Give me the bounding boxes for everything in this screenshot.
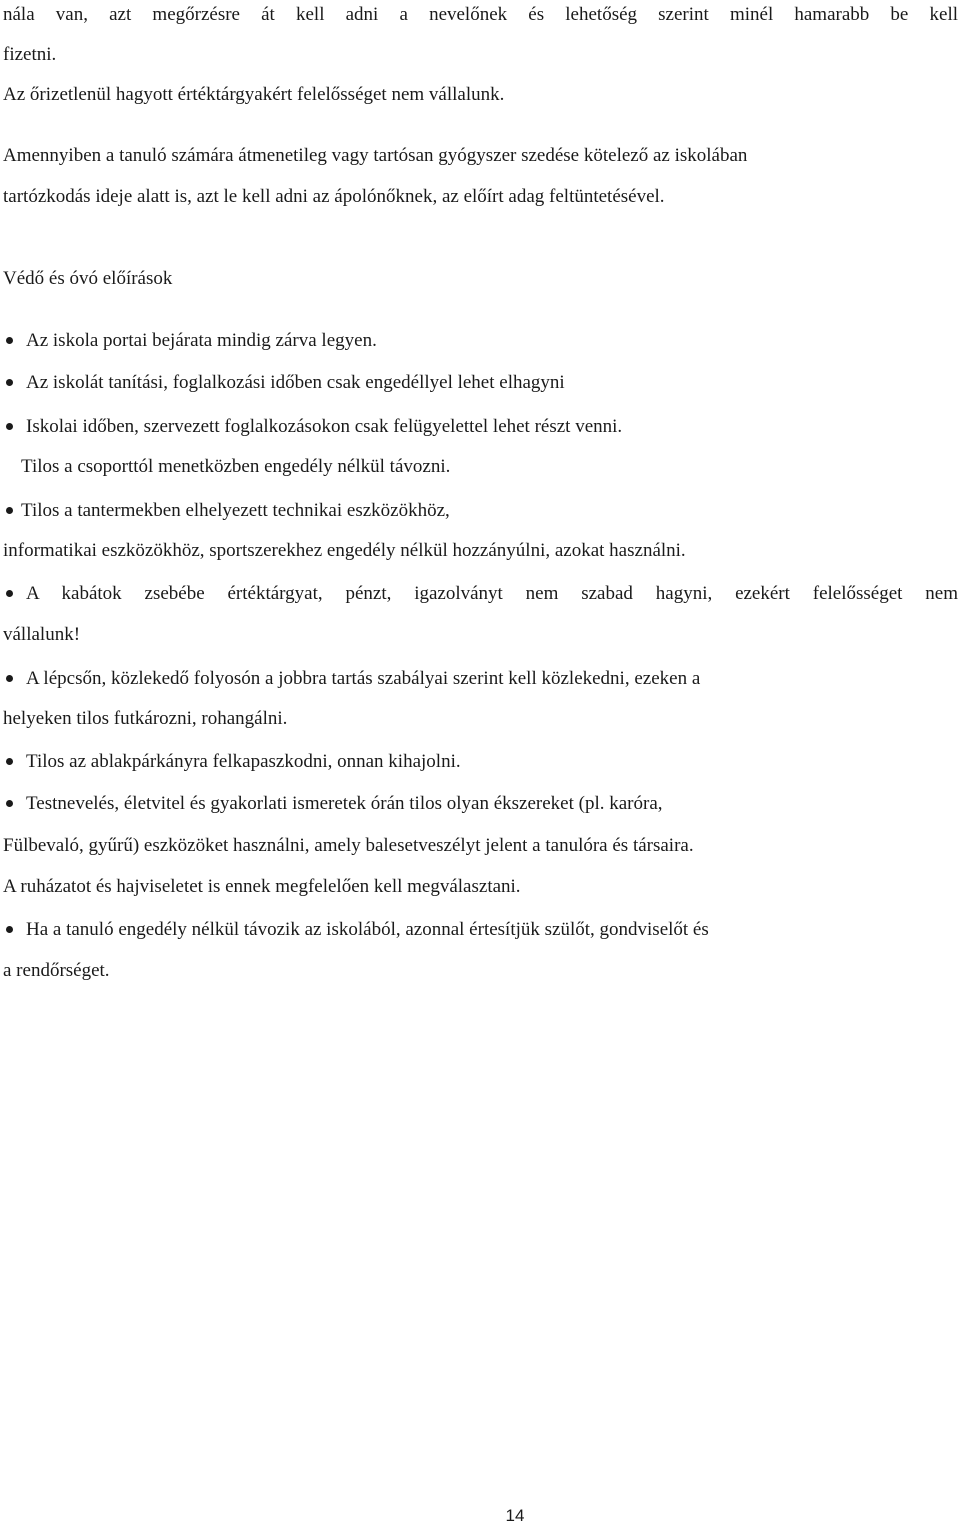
page-number: 14 xyxy=(505,1506,525,1525)
paragraph-line: tartózkodás ideje alatt is, azt le kell adni az ápolónőknek, az előírt adag feltüntetésével. xyxy=(3,186,665,207)
list-item: A kabátok zsebébe értéktárgyat, pénzt, igazolványt nem szabad hagyni, ezekért felelősséget nem xyxy=(26,583,958,604)
bullet-icon xyxy=(6,507,13,514)
list-item-continuation: helyeken tilos futkározni, rohangálni. xyxy=(3,708,288,729)
list-item-continuation: A ruházatot és hajviseletet is ennek megfelelően kell megválasztani. xyxy=(3,876,521,897)
list-item-continuation: a rendőrséget. xyxy=(3,960,110,981)
list-item: Tilos a tantermekben elhelyezett technikai eszközökhöz, xyxy=(21,500,450,521)
bullet-icon xyxy=(6,800,13,807)
list-item: Az iskola portai bejárata mindig zárva legyen. xyxy=(26,330,377,351)
paragraph-line: fizetni. xyxy=(3,44,57,65)
paragraph-line: Az őrizetlenül hagyott értéktárgyakért felelősséget nem vállalunk. xyxy=(3,84,505,105)
bullet-icon xyxy=(6,379,13,386)
list-item: Ha a tanuló engedély nélkül távozik az iskolából, azonnal értesítjük szülőt, gondviselőt és xyxy=(26,919,709,940)
list-item: Tilos az ablakpárkányra felkapaszkodni, onnan kihajolni. xyxy=(26,751,461,772)
bullet-icon xyxy=(6,758,13,765)
list-item: A lépcsőn, közlekedő folyosón a jobbra tartás szabályai szerint kell közlekedni, ezeken a xyxy=(26,668,701,689)
list-item-continuation: Fülbevaló, gyűrű) eszközöket használni, amely balesetveszélyt jelent a tanulóra és társaira. xyxy=(3,835,694,856)
list-item-continuation: vállalunk! xyxy=(3,624,81,645)
list-item: Tilos a csoporttól menetközben engedély nélkül távozni. xyxy=(21,456,451,477)
bullet-icon xyxy=(6,337,13,344)
bullet-icon xyxy=(6,926,13,933)
list-item: Iskolai időben, szervezett foglalkozásokon csak felügyelettel lehet részt venni. xyxy=(26,416,623,437)
paragraph-line: Amennyiben a tanuló számára átmenetileg vagy tartósan gyógyszer szedése kötelező az iskolában xyxy=(3,145,748,166)
bullet-icon xyxy=(6,675,13,682)
section-heading: Védő és óvó előírások xyxy=(3,268,173,289)
list-item: Az iskolát tanítási, foglalkozási időben csak engedéllyel lehet elhagyni xyxy=(26,372,565,393)
list-item-continuation: informatikai eszközökhöz, sportszerekhez engedély nélkül hozzányúlni, azokat használni. xyxy=(3,540,686,561)
bullet-icon xyxy=(6,590,13,597)
bullet-icon xyxy=(6,423,13,430)
list-item: Testnevelés, életvitel és gyakorlati ismeretek órán tilos olyan ékszereket (pl. karóra, xyxy=(26,793,663,814)
paragraph-line: nála van, azt megőrzésre át kell adni a nevelőnek és lehetőség szerint minél hamarabb be kell xyxy=(3,4,958,25)
